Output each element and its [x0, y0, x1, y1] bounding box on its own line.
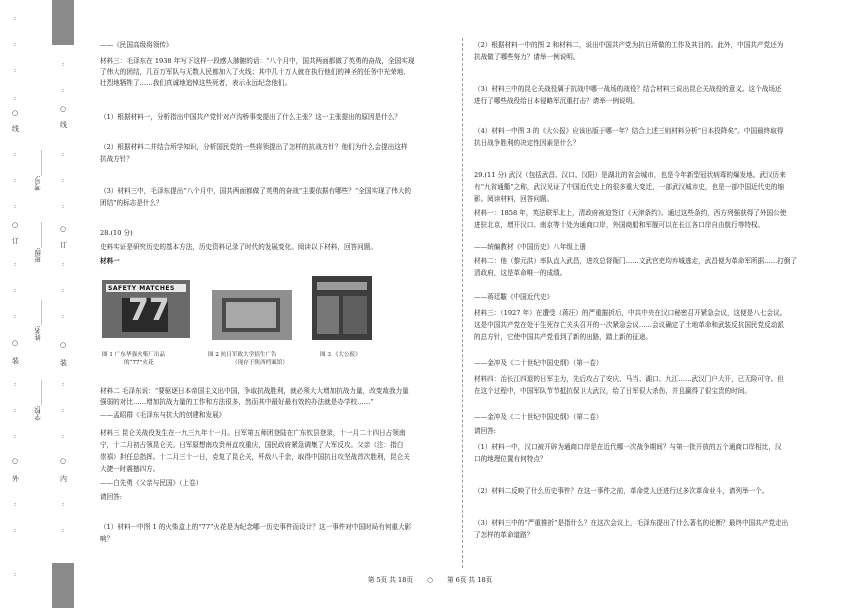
- source-citation: ——《民国高级将领传》: [100, 41, 173, 49]
- exam-no-field[interactable]: 考号:________: [34, 150, 42, 191]
- column-divider: [462, 38, 463, 568]
- ring-marker: ○: [12, 221, 19, 229]
- ring-marker: ○: [60, 105, 67, 113]
- ring-marker: ○: [12, 457, 19, 465]
- answer-prompt: 请回答:: [100, 493, 123, 501]
- material-1-text: 进驻北京，增开汉口、南京等十处为通商口岸，外国商船和军舰可以在长江各口岸自由航行等特权。: [474, 221, 765, 229]
- source-citation: ——孟昭群《毛泽东与抗大的创建和发展》: [100, 411, 226, 419]
- figure-1-caption: 图 1 广东华强火柴厂出品 的“77”火花: [102, 352, 166, 366]
- material-3-text: 这是中国共产党在处于生死存亡关头召开的一次紧急会议……会议确定了土地革命和武装反抗国民党反动派: [474, 321, 784, 329]
- source-citation: ——金冲及《二十世纪中国史纲》（第二卷）: [474, 413, 603, 421]
- sub-question-1: （1）材料一中图 1 的火柴盒上的“77”火花是为纪念哪一历史事件而设计？这一事件对中国时局有何重大影: [100, 523, 412, 531]
- question-1: （1）根据材料一，分析指出中国共产党针对卢沟桥事变提出了什么主张？这一主张提出的原因是什么？: [100, 113, 401, 121]
- material-1-label: 材料一: [100, 257, 120, 265]
- source-citation: ——金冲及《二十世纪中国史纲》（第一卷）: [474, 359, 603, 367]
- sub-question-3: （3）材料三中的昆仑关战役属于抗战中哪一战场的战役？结合材料三说出昆仑关战役的意义。这个战场还: [474, 85, 782, 93]
- material-2-text: 材料二 毛泽东说：“要驱逐日本帝国主义出中国，争取抗战胜利，就必须大大增加抗战力量，改变敌我力量: [100, 387, 409, 395]
- sub-question-2: 抗战做了哪些努力？请举一例说明。: [474, 53, 580, 61]
- inner-char-4: 内: [60, 475, 67, 483]
- ring-marker: ○: [12, 109, 19, 117]
- right-page-number: 第 6页 共 18页: [446, 576, 493, 584]
- page-footer: [0, 575, 860, 585]
- ring-marker: ○: [60, 225, 67, 233]
- question-29-intro: 影。阅读材料，回答问题。: [474, 195, 554, 203]
- name-field[interactable]: 姓名:________: [34, 300, 42, 341]
- material-3-text: 材料三：（1927 年）在遭受（蒋汪）的严重摧折后，中共中央在汉口秘密召开紧急会议，这便是八七会议。: [474, 309, 787, 317]
- source-citation: ——蒋廷黻《中国近代史》: [474, 293, 554, 301]
- material-3-text: 材料三：毛泽东在 1938 年写下这样一段感人肺腑的话：“八个月中，国共两面都做了英勇的奋战，全国实现: [100, 57, 415, 65]
- material-4-text: 在这个过程中，中国军队节节抵抗保卫大武汉，给了日军很大杀伤，并且赢得了很宝贵的时间。: [474, 387, 751, 395]
- sub-question-1: （1）材料一中，汉口被开辟为通商口岸是在近代哪一次战争期间？与第一批开放的五个通商口岸相比，汉: [474, 443, 782, 451]
- figure-3-caption: 图 3 《大公报》: [320, 352, 361, 358]
- outer-char-4: 外: [12, 475, 19, 483]
- material-3-text: 崇禧）担任总指挥。十二月三十一日，克复了昆仑关，歼敌八千余，取得中国抗日攻坚战首次胜利，昆仑关: [100, 453, 410, 461]
- material-3-text: 大捷一时震撼四方。: [100, 465, 160, 473]
- inner-char-3: 装: [60, 359, 67, 367]
- ring-marker: ○: [12, 339, 19, 347]
- figure-2-caption: 图 2 抗日军政大学招生广告 （现存于陕西档案馆）: [208, 352, 288, 366]
- material-3-text: 材料三 昆仑关战役发生在一九三九年十一月。日军第五师团登陆在广东钦县登录，十一月二十四日占领南: [100, 429, 406, 437]
- question-3: （3）材料三中，毛泽东提出“八个月中，国共两面都做了英勇的奋战”主要依据有哪些？“全国实现了伟大的: [100, 187, 412, 195]
- source-citation: ——统编教材《中国历史》八年级上册: [474, 243, 587, 251]
- material-2-text: 材料二：他（黎元洪）率队直入武昌，进攻总督衙门……文武官吏均弃城逃走，武昌便为革命军所据……打倒了: [474, 257, 798, 265]
- material-4-text: 材料四：治长江四退的日军主力，先后攻占了安庆、马当、湖口、九江……武汉门户大开，已无险可守。但: [474, 375, 784, 383]
- inner-dotted-line: : : : : : : : : : : : : :: [61, 61, 65, 534]
- ring-marker: ○: [60, 341, 67, 349]
- sub-question-3: 了怎样的革命道路？: [474, 531, 534, 539]
- outer-char-3: 装: [12, 357, 19, 365]
- source-citation: ——白先勇《父亲与民国》（上卷）: [100, 479, 203, 487]
- question-28-header: 28.(10 分): [100, 229, 133, 237]
- sub-question-4: 抗日战争胜利的决定性因素是什么？: [474, 139, 580, 147]
- matchbox-image: SAFETY MATCHES 77: [102, 280, 190, 338]
- material-3-text: 的总方针，它使中国共产党看到了新的出路，踏上新的征途。: [474, 333, 653, 341]
- footer-separator: ○: [427, 576, 433, 584]
- question-28-intro: 史料实证是研究历史的基本方法，历史资料记录了时代的发展变化。阅读以下材料，回答问题。: [100, 243, 377, 251]
- material-2-text: 强弱的对比……增加抗战力量的工作和方法很多，然而其中最好最有效的办法就是办学校……”: [100, 398, 374, 406]
- outer-char-2: 订: [12, 237, 19, 245]
- question-2: （2）根据材料二并结合所学知识，分析国民党的一些将领提出了怎样的抗战方针？他们为什么会提出这样: [100, 143, 408, 151]
- sub-question-2: （2）材料二反映了什么历史事件？在这一事件之前，革命党人还进行过多次革命业斗，请列举一个。: [474, 487, 769, 495]
- outer-char-1: 线: [12, 125, 19, 133]
- ring-marker: ○: [60, 457, 67, 465]
- question-3: 团结”的标志是什么？: [100, 199, 163, 207]
- newspaper-image: [312, 276, 372, 340]
- class-field[interactable]: 班级:________: [34, 222, 42, 263]
- question-29-intro: 29.(11 分) 武汉（包括武昌、汉口、汉阳）是湖北的省会城市，也是今年新型冠状病毒的爆发地。武汉历来: [474, 171, 786, 179]
- material-3-text: 壮烈地牺牲了……我们真诚地追悼这些死者，表示永远纪念他们。: [100, 79, 292, 87]
- sub-question-3: 进行了哪些战役给日本侵略军沉重打击？请举一例说明。: [474, 97, 639, 105]
- sub-question-1: 口的地理位置有何特点？: [474, 455, 547, 463]
- recruitment-ad-image: [212, 290, 292, 340]
- sub-question-1: 响？: [100, 535, 114, 543]
- outer-dotted-line: : : : : : : : : : : : : : : : :: [13, 15, 17, 578]
- answer-prompt: 请回答:: [474, 427, 497, 435]
- inner-char-2: 订: [60, 241, 67, 249]
- material-2-text: 清政府，这是革命唯一的成绩。: [474, 269, 567, 277]
- left-page-number: 第 5页 共 18页: [367, 576, 413, 584]
- school-field[interactable]: 学校:________: [34, 380, 42, 421]
- question-2: 抗战方针？: [100, 155, 133, 163]
- material-3-text: 宁，十二月初占领昆仑关。日军原想南攻贵州直攻重庆，国民政府紧急调集了大军反攻。父亲（注：指白: [100, 441, 404, 449]
- inner-char-1: 线: [60, 121, 67, 129]
- question-29-intro: 有“九省通衢”之称，武汉见证了中国近代史上的很多重大变迁，一部武汉城市史，也是一部中国近代史的缩: [474, 183, 785, 191]
- sub-question-2: （2）根据材料一中的图 2 和材料二，说出中国共产党为抗日所做的工作及其目的。此外，中国共产党还为: [474, 41, 784, 49]
- material-3-text: 了伟大的团结，几百万军队与无数人民都加入了火线；其中几十万人就在执行他们的神圣的任务中光荣地、: [100, 68, 410, 76]
- material-1-text: 材料一：1858 年，英法联军北上，清政府被迫签订《天津条约》。通过这些条约，西方列强获得了外国公使: [474, 209, 787, 217]
- sub-question-4: （4）材料一中图 3 的《大公报》应该出版于哪一年？结合上述三则材料分析“日本投降矣”。中国最终取得: [474, 127, 784, 135]
- sub-question-3: （3）材料三中的“严重推折”是指什么？在这次会议上，毛泽东提出了什么著名的论断？最终中国共产党走出: [474, 519, 789, 527]
